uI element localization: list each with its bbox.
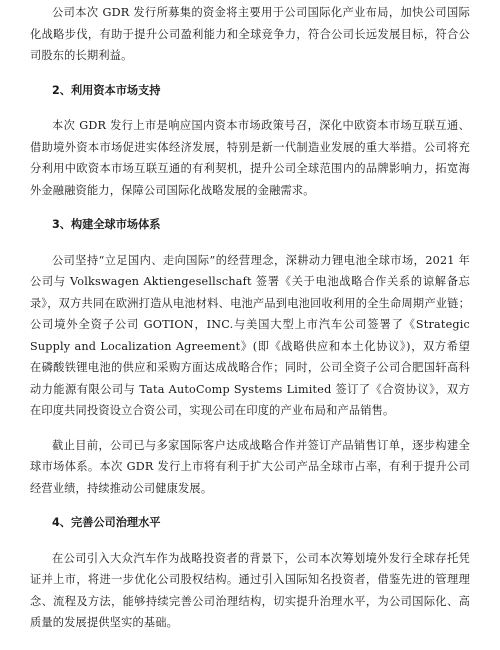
paragraph-fundraising-purpose: 公司本次 GDR 发行所募集的资金将主要用于公司国际化产业布局，加快公司国际化战略步伐，有助于提升公司盈利能力和全球竞争力，符合公司长远发展目标，符合公司股东的长期利益。	[30, 6, 470, 62]
paragraph-global-orders: 截止目前，公司已与多家国际客户达成战略合作并签订产品销售订单，逐步构建全球市场体系。本次 GDR 发行上市将有利于扩大公司产品全球市占率，有利于提升公司经营业绩，持续推动公司健康发展。	[30, 438, 470, 495]
spacer	[30, 236, 470, 250]
document-page	[30, 2, 470, 634]
paragraph-capital-market: 本次 GDR 发行上市是响应国内资本市场政策号召，深化中欧资本市场互联互通、借助境外资本市场促进实体经济发展，特别是新一代制造业发展的重大举措。公司将充分利用中欧资本市场互联互通的有利契机，提升公司全球范围内的品牌影响力，拓宽海外金融融资能力，保障公司国际化战略发展的金融需求。	[30, 119, 470, 197]
spacer	[30, 101, 470, 115]
spacer	[30, 499, 470, 512]
paragraph-governance: 在公司引入大众汽车作为战略投资者的背景下，公司本次筹划境外发行全球存托凭证并上市，将进一步优化公司股权结构。通过引入国际知名投资者，借鉴先进的管理理念、流程及方法，能够持续完善公司治理结构，切实提升治理水平，为公司国际化、高质量的发展提供坚实的基础。	[30, 551, 470, 629]
section-heading-global-market: 3、构建全球市场体系	[52, 218, 161, 231]
spacer	[30, 201, 470, 214]
paragraph-global-strategy: 公司坚持“立足国内、走向国际”的经营理念，深耕动力锂电池全球市场，2021 年公司与 Volkswagen Aktiengesellschaft 签署《关于电池战略合作关系的谅解备忘录》，双方共同在欧洲打造从电池材料、电池产品到电池回收利用的全生命周期产业链；公司境外全资子公司 GOTION，INC.与美国大型上市汽车公司签署了《Strategic Supply and Localization Agreement》(即《战略供应和本土化协议》)，双方希望在磷酸铁锂电池的供应和采购方面达成战略合作；同时，公司全资子公司合肥国轩高科动力能源有限公司与 Tata AutoComp Systems Limited 签订了《合资协议》，双方在印度共同投资设立合资公司，实现公司在印度的产业布局和产品销售。	[30, 253, 470, 417]
spacer	[30, 67, 470, 80]
section-heading-governance: 4、完善公司治理水平	[52, 516, 161, 529]
spacer	[30, 422, 470, 435]
section-heading-capital-market: 2、利用资本市场支持	[52, 83, 161, 97]
spacer	[30, 534, 470, 548]
